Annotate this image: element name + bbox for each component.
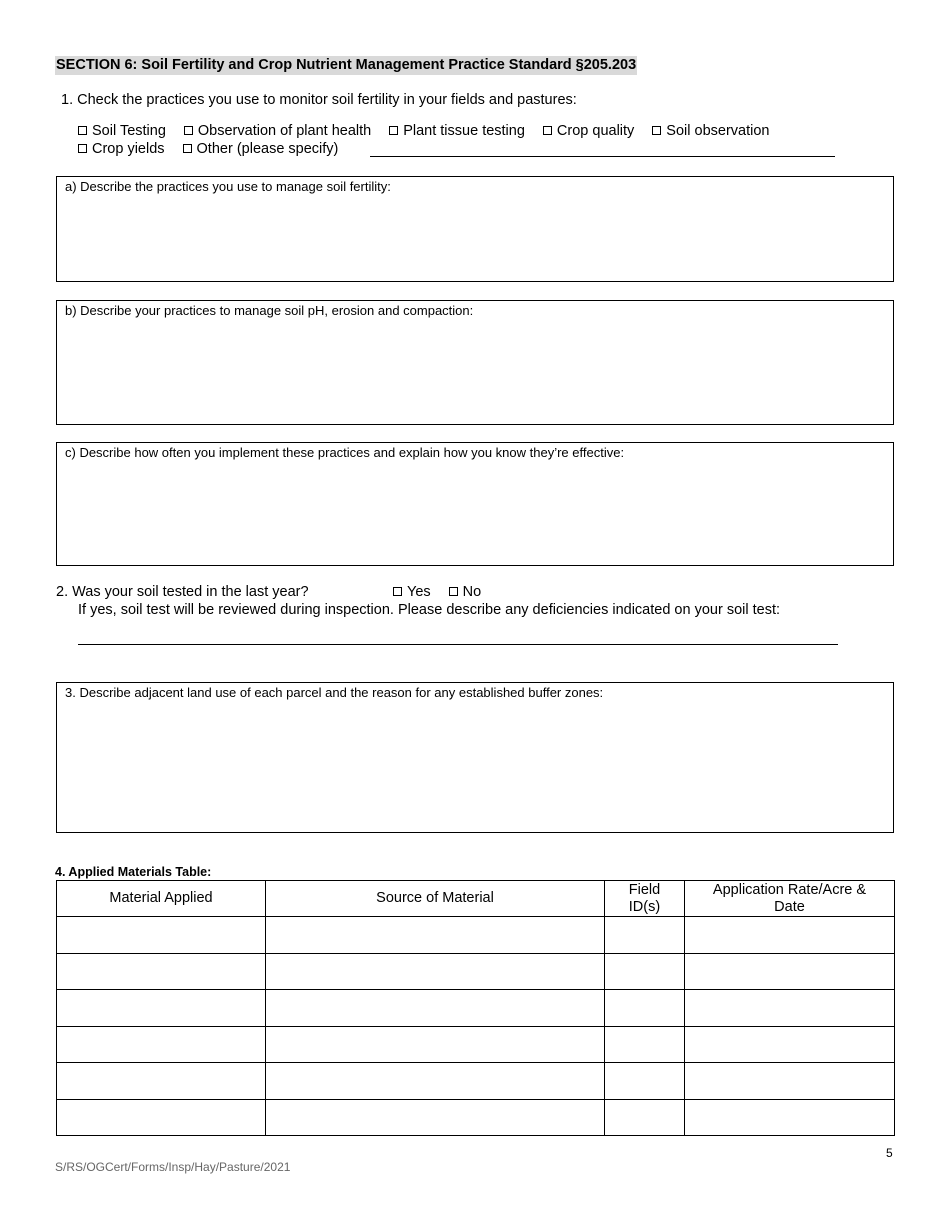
box-a-label: a) Describe the practices you use to manage soil fertility: <box>65 179 391 194</box>
checkbox-icon[interactable] <box>184 126 193 135</box>
table-cell[interactable] <box>57 1063 266 1100</box>
option-plant-health[interactable]: Observation of plant health <box>184 122 371 140</box>
answer-box-a[interactable] <box>56 176 894 282</box>
checkbox-icon[interactable] <box>543 126 552 135</box>
table-cell[interactable] <box>605 1099 685 1136</box>
table-header-row <box>57 881 895 917</box>
table-cell[interactable] <box>57 990 266 1027</box>
checkbox-icon[interactable] <box>78 126 87 135</box>
table-cell[interactable] <box>605 953 685 990</box>
option-crop-quality[interactable]: Crop quality <box>543 122 634 140</box>
header-application-rate-text: Application Rate/Acre & Date <box>712 881 867 915</box>
question-2-followup: If yes, soil test will be reviewed during inspection. Please describe any deficiencies indicated on your soil test: <box>78 602 781 618</box>
table-cell[interactable] <box>685 953 895 990</box>
table-cell[interactable] <box>685 1063 895 1100</box>
q2-options <box>393 583 481 601</box>
table-cell[interactable] <box>266 990 605 1027</box>
box-3-label: 3. Describe adjacent land use of each parcel and the reason for any established buffer zones: <box>65 685 604 700</box>
option-plant-tissue[interactable]: Plant tissue testing <box>389 122 525 140</box>
answer-box-c[interactable] <box>56 442 894 566</box>
question-1-text: 1. Check the practices you use to monitor soil fertility in your fields and pastures: <box>61 92 577 108</box>
header-source-of-material: Source of Material <box>266 881 605 917</box>
deficiencies-field[interactable] <box>78 631 838 645</box>
option-soil-observation[interactable]: Soil observation <box>652 122 769 140</box>
table-cell[interactable] <box>605 990 685 1027</box>
table-cell[interactable] <box>57 1026 266 1063</box>
checkbox-icon[interactable] <box>652 126 661 135</box>
question-2-text: 2. Was your soil tested in the last year? <box>56 584 309 600</box>
other-specify-field[interactable] <box>370 143 835 157</box>
table-cell[interactable] <box>266 917 605 954</box>
header-field-ids-text: Field ID(s) <box>628 881 661 915</box>
table-cell[interactable] <box>57 953 266 990</box>
answer-box-b[interactable] <box>56 300 894 425</box>
table-cell[interactable] <box>685 917 895 954</box>
table-cell[interactable] <box>57 917 266 954</box>
box-b-label: b) Describe your practices to manage soil pH, erosion and compaction: <box>65 303 474 318</box>
option-other[interactable]: Other (please specify) <box>183 141 339 157</box>
q1-options-row-2 <box>78 140 338 158</box>
header-application-rate <box>685 881 895 917</box>
table-cell[interactable] <box>685 1026 895 1063</box>
table-row <box>57 990 895 1027</box>
header-field-ids <box>605 881 685 917</box>
table-cell[interactable] <box>605 1026 685 1063</box>
option-soil-testing[interactable]: Soil Testing <box>78 122 166 140</box>
table-cell[interactable] <box>605 1063 685 1100</box>
table-row <box>57 917 895 954</box>
table-cell[interactable] <box>605 917 685 954</box>
checkbox-icon[interactable] <box>78 144 87 153</box>
checkbox-icon[interactable] <box>389 126 398 135</box>
table-cell[interactable] <box>57 1099 266 1136</box>
footer-form-id: S/RS/OGCert/Forms/Insp/Hay/Pasture/2021 <box>55 1160 291 1174</box>
table-row <box>57 1026 895 1063</box>
option-no[interactable]: No <box>449 584 482 600</box>
table-cell[interactable] <box>685 1099 895 1136</box>
page-number: 5 <box>886 1146 893 1160</box>
table-row <box>57 953 895 990</box>
table-cell[interactable] <box>266 1099 605 1136</box>
header-material-applied: Material Applied <box>57 881 266 917</box>
checkbox-icon[interactable] <box>183 144 192 153</box>
table-row <box>57 1063 895 1100</box>
box-c-label: c) Describe how often you implement these practices and explain how you know they’re effective: <box>65 445 625 460</box>
q1-options-row-1 <box>78 122 769 140</box>
checkbox-icon[interactable] <box>393 587 402 596</box>
applied-materials-table <box>56 880 895 1136</box>
option-yes[interactable]: Yes <box>393 583 431 601</box>
section-title: SECTION 6: Soil Fertility and Crop Nutrient Management Practice Standard §205.203 <box>56 57 637 73</box>
answer-box-3[interactable] <box>56 682 894 833</box>
option-crop-yields[interactable]: Crop yields <box>78 140 165 158</box>
table-cell[interactable] <box>266 1026 605 1063</box>
table-cell[interactable] <box>685 990 895 1027</box>
checkbox-icon[interactable] <box>449 587 458 596</box>
table-cell[interactable] <box>266 953 605 990</box>
table-cell[interactable] <box>266 1063 605 1100</box>
table-row <box>57 1099 895 1136</box>
table-title: 4. Applied Materials Table: <box>55 865 212 879</box>
